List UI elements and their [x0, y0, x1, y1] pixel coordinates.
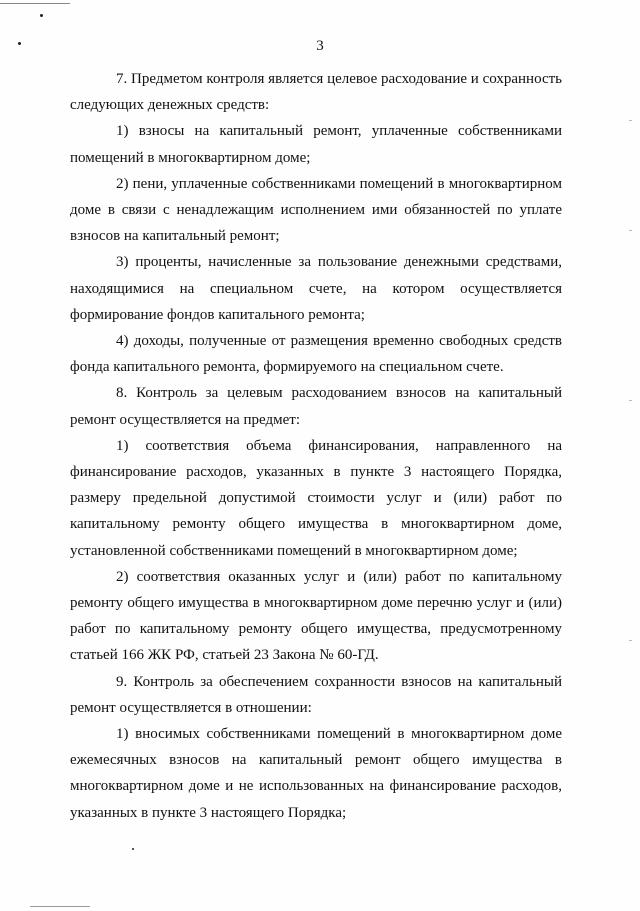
paragraph-8-item-1: 1) соответствия объема финансирования, направленного на финансирование расходов, указанных в пункте 3 настоящего Порядка, размеру предельной допустимой стоимости услуг и (или) работ по капитальному ремонту общего имущества в многоквартирном доме, установленной собственниками помещений в многоквартирном доме;	[70, 437, 562, 559]
scan-mark	[629, 400, 632, 401]
document-body	[70, 66, 562, 826]
paragraph-8-item-2: 2) соответствия оказанных услуг и (или) работ по капитальному ремонту общего имущества в многоквартирном доме перечню услуг и (или) работ по капитальному ремонту общего имущества, предусмотренному статьей 166 ЖК РФ, статьей 23 Закона № 60-ГД.	[70, 568, 562, 664]
scan-speck	[132, 848, 134, 850]
paragraph-7: 7. Предметом контроля является целевое расходование и сохранность следующих денежных средств:	[70, 71, 562, 114]
scan-edge-line	[0, 3, 70, 4]
paragraph-9-item-1: 1) вносимых собственниками помещений в многоквартирном доме ежемесячных взносов на капитальный ремонт общего имущества в многоквартирном доме и не использованных на финансирование расходов, указанных в пункте 3 настоящего Порядка;	[70, 726, 562, 821]
paragraph-8: 8. Контроль за целевым расходованием взносов на капитальный ремонт осуществляется на предмет:	[70, 385, 562, 428]
scan-edge-line	[30, 906, 90, 907]
scan-speck	[40, 14, 43, 17]
page-number: 3	[316, 38, 324, 54]
scan-mark	[629, 230, 632, 231]
paragraph-7-item-4: 4) доходы, полученные от размещения временно свободных средств фонда капитального ремонта, формируемого на специальном счете.	[70, 333, 562, 376]
scan-mark	[629, 120, 632, 121]
paragraph-7-item-2: 2) пени, уплаченные собственниками помещений в многоквартирном доме в связи с ненадлежащим исполнением ими обязанностей по уплате взносов на капитальный ремонт;	[70, 175, 562, 245]
paragraph-9: 9. Контроль за обеспечением сохранности взносов на капитальный ремонт осуществляется в отношении:	[70, 673, 562, 716]
paragraph-7-item-1: 1) взносы на капитальный ремонт, уплаченные собственниками помещений в многоквартирном доме;	[70, 123, 562, 166]
paragraph-7-item-3: 3) проценты, начисленные за пользование денежными средствами, находящимися на специальном счете, на котором осуществляется формирование фондов капитального ремонта;	[70, 254, 562, 323]
scan-mark	[629, 640, 632, 641]
